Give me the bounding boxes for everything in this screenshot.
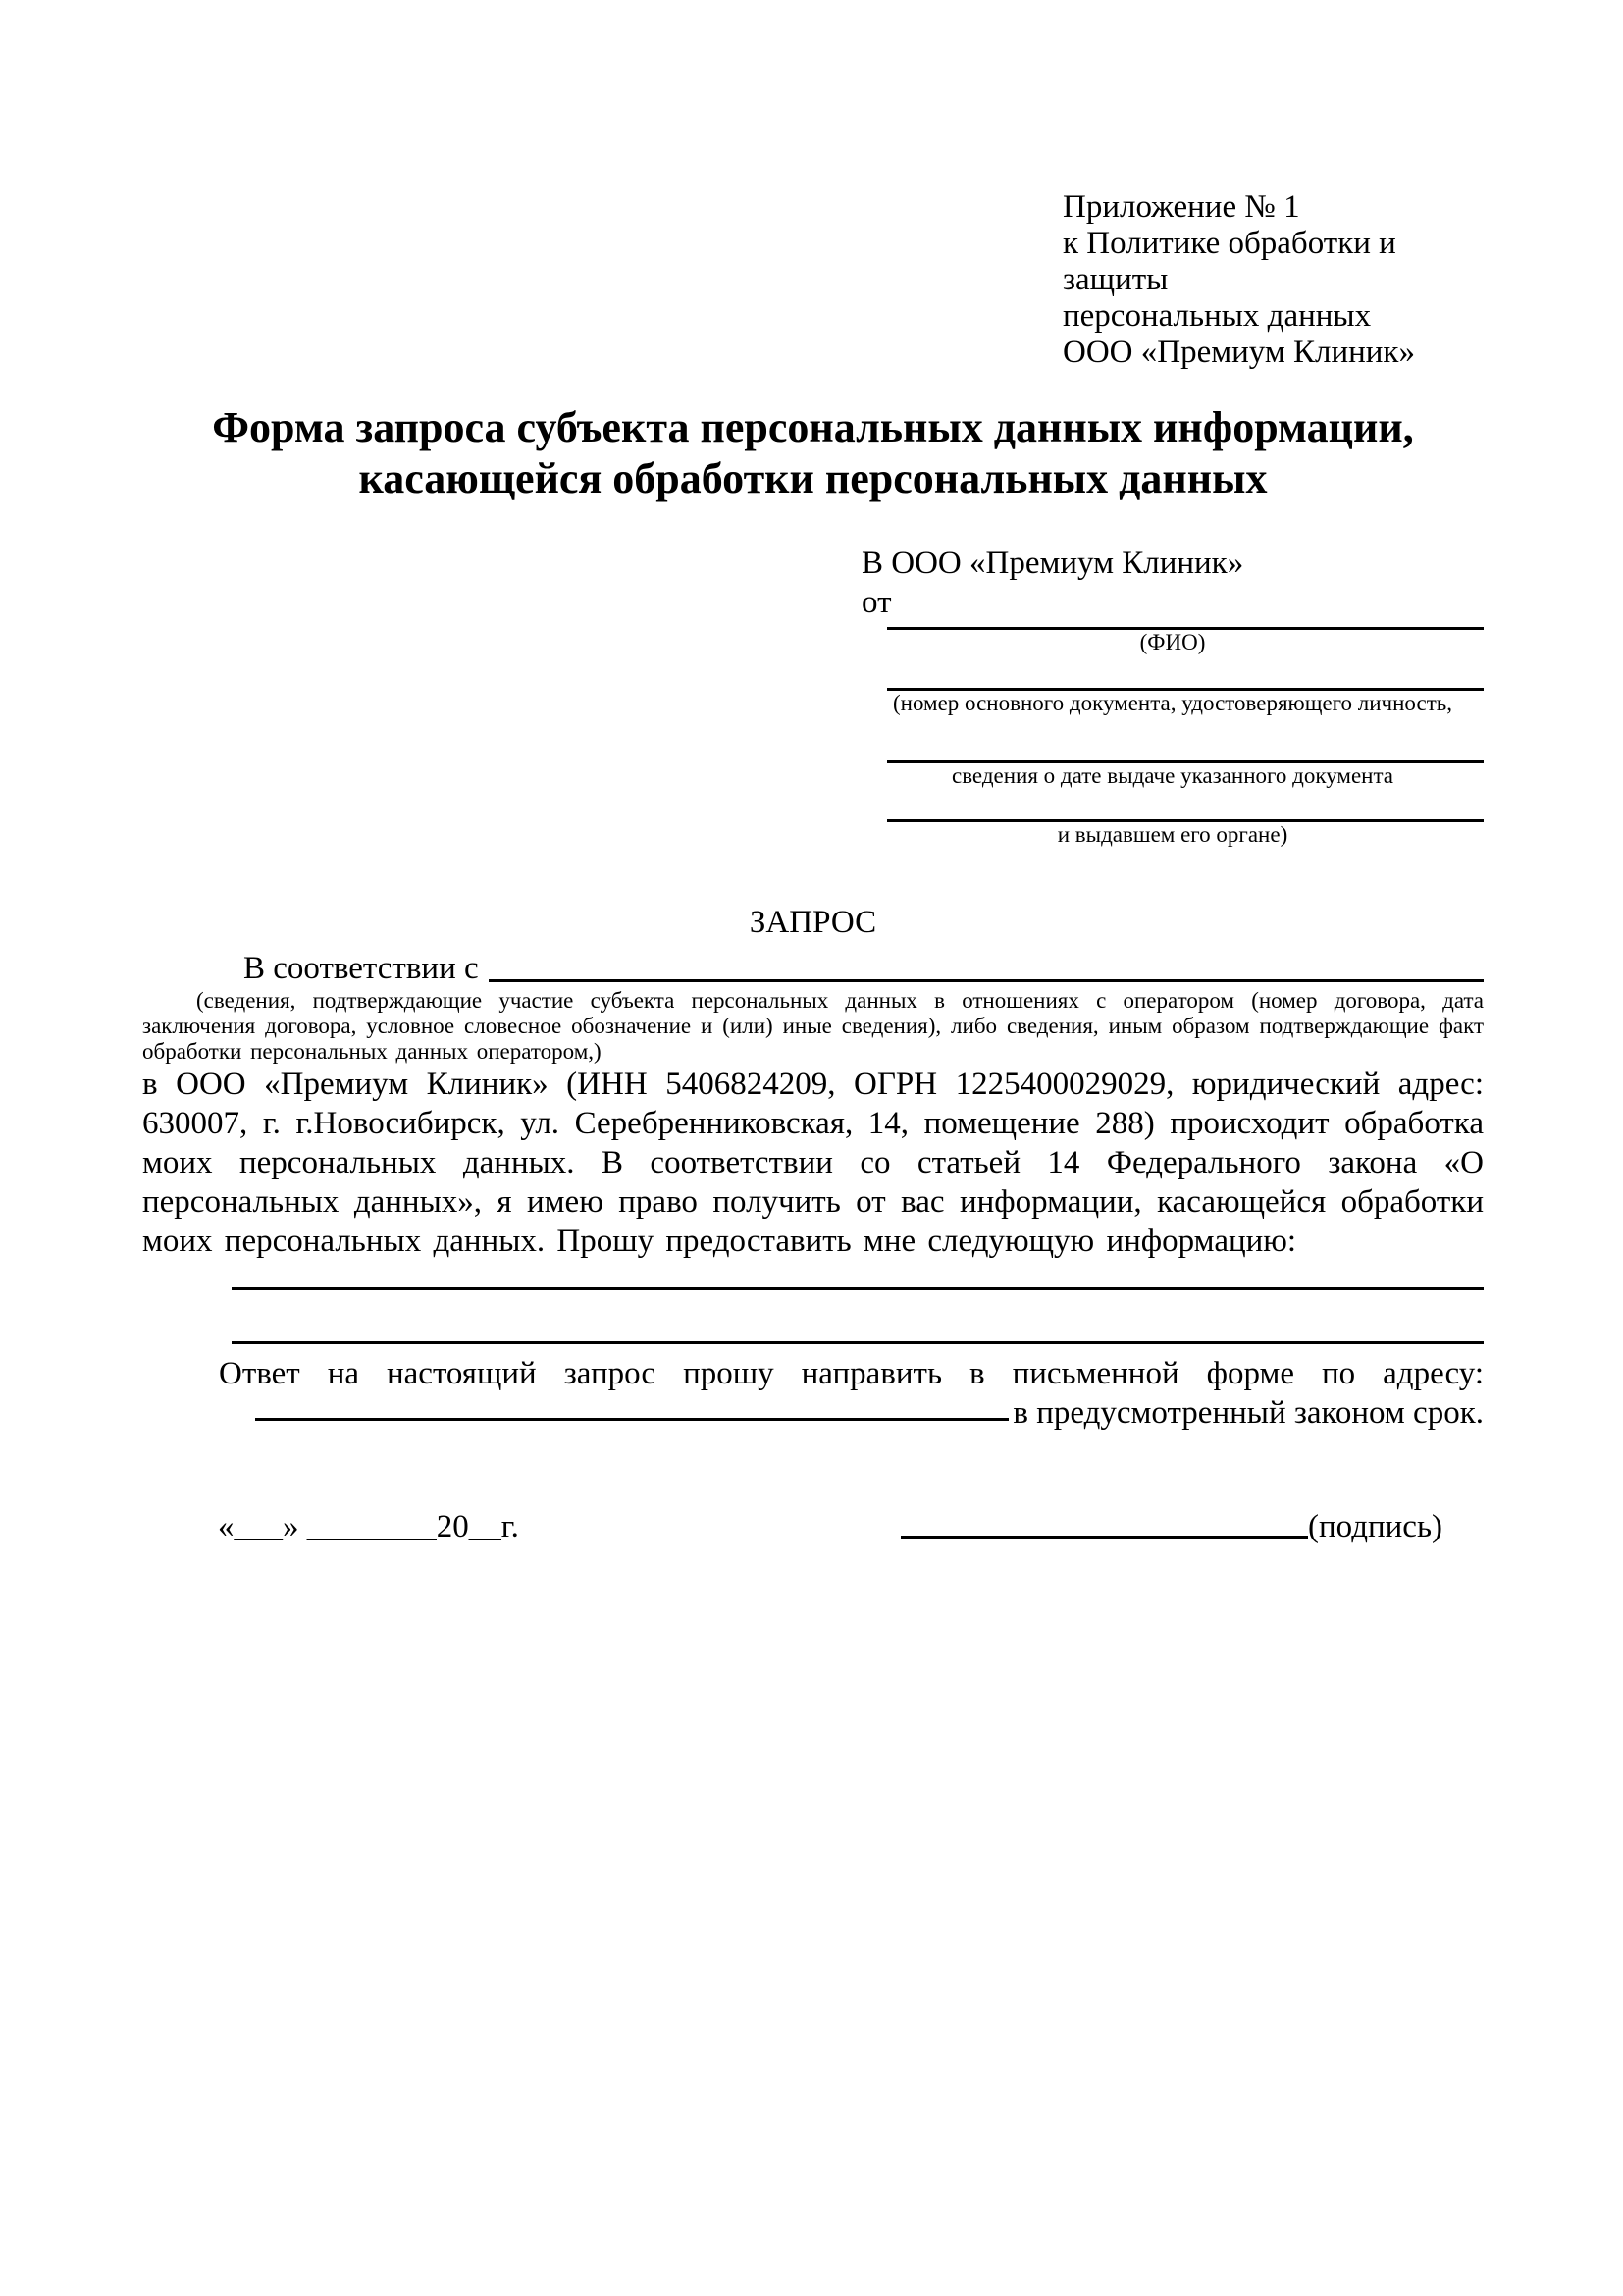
addressee-block — [862, 544, 1484, 848]
reply-tail: в предусмотренный законом срок. — [1013, 1395, 1484, 1431]
fine-print-note: (сведения, подтверждающие участие субъекта персональных данных в отношениях с оператором (номер договора, дата заключения договора, условное словесное обозначение и (или) иные сведения), либо сведения, иным образом подтверждающие факт обработки персональных данных оператором,) — [142, 988, 1484, 1064]
signature-blank-line — [901, 1536, 1308, 1539]
accordance-blank-line — [489, 979, 1484, 982]
request-body: в ООО «Премиум Клиник» (ИНН 5406824209, ОГРН 1225400029029, юридический адрес: 630007, г. г.Новосибирск, ул. Серебренниковская, 14, помещение 288) происходит обработка моих персональных данных. В соответствии со статьей 14 Федерального закона «О персональных данных», я имею право получить от вас информации, касающейся обработки моих персональных данных. Прошу предоставить мне следующую информацию: — [142, 1067, 1484, 1259]
document-title-line: касающейся обработки персональных данных — [358, 454, 1268, 502]
signature-caption: (подпись) — [1308, 1509, 1442, 1544]
appendix-line: к Политике обработки и защиты — [1063, 226, 1396, 297]
addressee-to: В ООО «Премиум Клиник» — [862, 546, 1244, 581]
appendix-line: ООО «Премиум Клиник» — [1063, 335, 1415, 370]
appendix-line: Приложение № 1 — [1063, 189, 1300, 225]
signature-group — [901, 1507, 1442, 1546]
appendix-line: персональных данных — [1063, 298, 1372, 334]
document-title — [142, 402, 1484, 504]
reply-address-line — [142, 1393, 1484, 1433]
document-title-line: Форма запроса субъекта персональных данных информации, — [212, 403, 1414, 451]
information-blank-line — [232, 1341, 1484, 1344]
accordance-label: В соответствии с — [243, 951, 479, 986]
date-blank: «___» ________20__г. — [218, 1509, 519, 1544]
information-blank-line — [232, 1287, 1484, 1290]
issuer-caption: и выдавшем его органе) — [1057, 822, 1288, 847]
fio-caption: (ФИО) — [1139, 630, 1206, 654]
request-heading: ЗАПРОС — [749, 905, 877, 940]
accordance-line — [142, 949, 1484, 988]
doc-number-caption: (номер основного документа, удостоверяющего личность, — [892, 691, 1452, 715]
issue-date-caption: сведения о дате выдаче указанного документа — [951, 763, 1394, 788]
addressee-from-label: от — [862, 585, 892, 620]
document-content — [142, 0, 1484, 1546]
address-blank-line — [255, 1418, 1009, 1421]
appendix-block — [1063, 189, 1484, 371]
reply-intro: Ответ на настоящий запрос прошу направить в письменной форме по адресу: — [219, 1356, 1484, 1391]
signature-row — [142, 1507, 1484, 1546]
